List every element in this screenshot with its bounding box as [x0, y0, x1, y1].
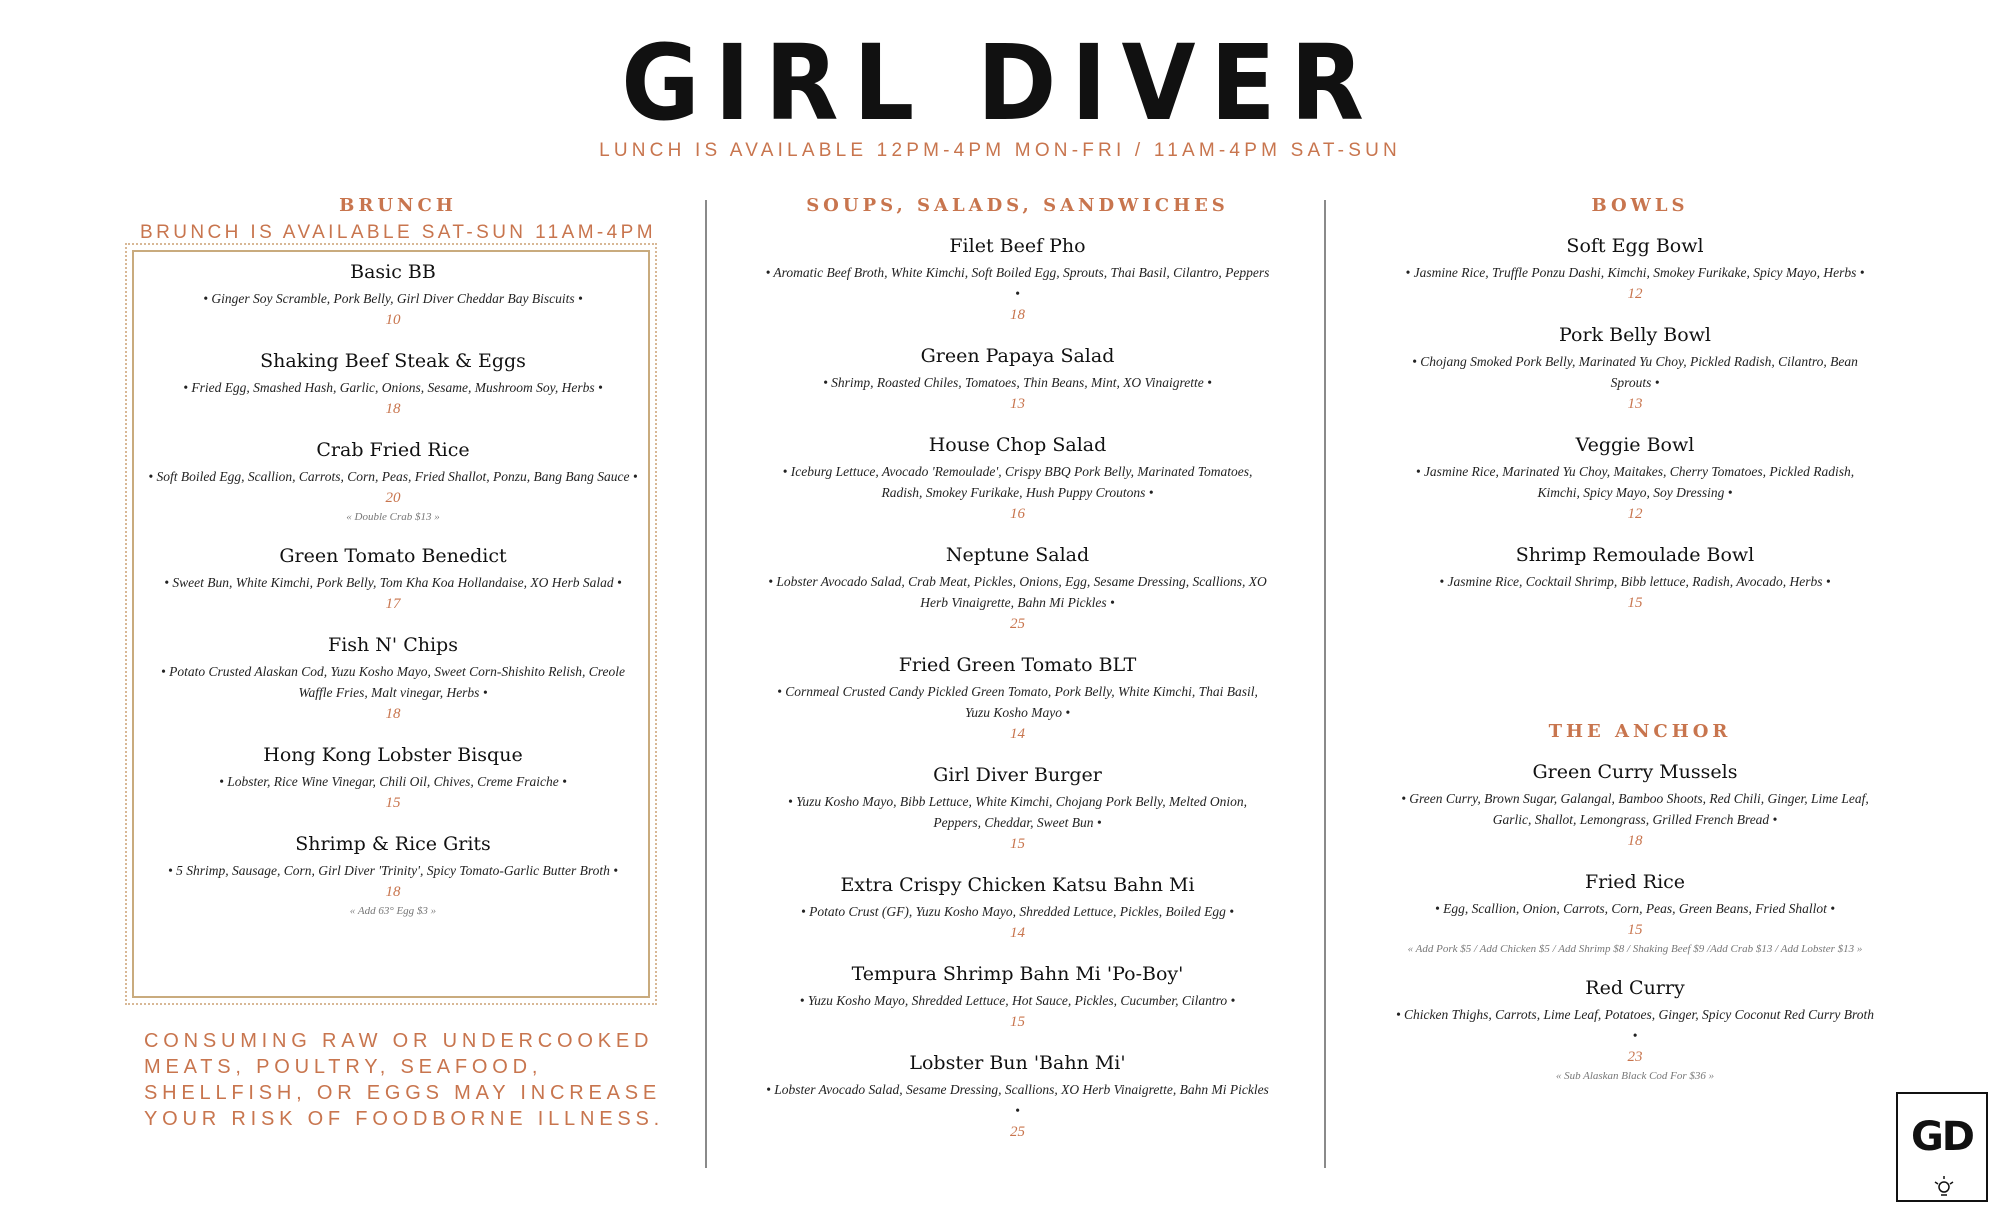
- menu-item-description: • Aromatic Beef Broth, White Kimchi, Soft Boiled Egg, Sprouts, Thai Basil, Cilantro, Peppers •: [765, 265, 1270, 301]
- menu-item-price: 13: [1010, 396, 1025, 412]
- brunch-hours: BRUNCH IS AVAILABLE SAT-SUN 11AM-4PM: [140, 222, 656, 243]
- soups-heading: SOUPS, SALADS, SANDWICHES: [806, 195, 1229, 216]
- menu-item-description: • Ginger Soy Scramble, Pork Belly, Girl Diver Cheddar Bay Biscuits •: [203, 291, 583, 306]
- menu-item-description: • Lobster Avocado Salad, Sesame Dressing, Scallions, XO Herb Vinaigrette, Bahn Mi Pickles •: [766, 1082, 1269, 1118]
- menu-item: [765, 1051, 1270, 1143]
- menu-item: [765, 234, 1270, 326]
- anchor-heading: THE ANCHOR: [1548, 721, 1732, 742]
- menu-item-description: • Soft Boiled Egg, Scallion, Carrots, Corn, Peas, Fried Shallot, Ponzu, Bang Bang Sauce •: [148, 469, 638, 484]
- menu-item-name: Tempura Shrimp Bahn Mi 'Po-Boy': [851, 963, 1184, 985]
- gd-badge: [1896, 1092, 1988, 1202]
- menu-item-name: Green Papaya Salad: [920, 345, 1115, 367]
- menu-item-name: Hong Kong Lobster Bisque: [263, 744, 523, 766]
- gd-monogram: GD: [1910, 1114, 1974, 1160]
- column-divider-right: [1324, 200, 1326, 1168]
- menu-item-price: 18: [385, 401, 401, 417]
- menu-item: [765, 433, 1270, 525]
- menu-item-price: 25: [1010, 1124, 1025, 1140]
- menu-item-price: 25: [1010, 616, 1025, 632]
- menu-item-description: • Lobster, Rice Wine Vinegar, Chili Oil, Chives, Creme Fraiche •: [219, 774, 567, 789]
- brunch-section: [118, 195, 678, 244]
- brunch-heading: BRUNCH: [339, 195, 457, 216]
- menu-item-description: • Green Curry, Brown Sugar, Galangal, Bamboo Shoots, Red Chili, Ginger, Lime Leaf, Garlic, Shallot, Lemongrass, Grilled French Bread •: [1401, 791, 1869, 827]
- menu-item-name: Veggie Bowl: [1575, 434, 1695, 456]
- menu-item-name: Fish N' Chips: [328, 634, 458, 656]
- menu-item-description: • Sweet Bun, White Kimchi, Pork Belly, Tom Kha Koa Hollandaise, XO Herb Salad •: [164, 575, 622, 590]
- menu-item: [765, 653, 1270, 745]
- menu-item-description: • 5 Shrimp, Sausage, Corn, Girl Diver 'Trinity', Spicy Tomato-Garlic Butter Broth •: [168, 863, 618, 878]
- menu-item-price: 18: [385, 884, 401, 900]
- menu-item-price: 12: [1627, 506, 1643, 522]
- menu-item-description: • Cornmeal Crusted Candy Pickled Green Tomato, Pork Belly, White Kimchi, Thai Basil, Yuzu Kosho Mayo •: [777, 684, 1258, 720]
- menu-item-name: Girl Diver Burger: [933, 764, 1102, 786]
- soups-items: [765, 234, 1270, 1161]
- menu-item-name: Shaking Beef Steak & Eggs: [260, 350, 526, 372]
- menu-item-description: • Lobster Avocado Salad, Crab Meat, Pickles, Onions, Egg, Sesame Dressing, Scallions, XO Herb Vinaigrette, Bahn Mi Pickles •: [768, 574, 1267, 610]
- menu-item-name: Pork Belly Bowl: [1559, 324, 1711, 346]
- menu-item-price: 13: [1627, 396, 1643, 412]
- menu-item-price: 20: [385, 490, 401, 506]
- menu-item-note: « Double Crab $13 »: [346, 511, 440, 523]
- menu-item: [148, 349, 638, 420]
- food-safety-warning: CONSUMING RAW OR UNDERCOOKED MEATS, POULTRY, SEAFOOD, SHELLFISH, OR EGGS MAY INCREASE YOUR RISK OF FOODBORNE ILLNESS.: [144, 1030, 664, 1130]
- soups-section: [765, 195, 1270, 216]
- menu-item: [148, 743, 638, 814]
- menu-item-price: 12: [1627, 286, 1643, 302]
- menu-item: [765, 873, 1270, 944]
- menu-item-description: • Chojang Smoked Pork Belly, Marinated Yu Choy, Pickled Radish, Cilantro, Bean Sprouts •: [1412, 354, 1858, 390]
- column-divider-left: [705, 200, 707, 1168]
- menu-item-name: Green Curry Mussels: [1532, 761, 1738, 783]
- menu-item-note: « Add Pork $5 / Add Chicken $5 / Add Shrimp $8 / Shaking Beef $9 /Add Crab $13 / Add Lobster $13 »: [1407, 943, 1863, 955]
- menu-item-description: • Yuzu Kosho Mayo, Shredded Lettuce, Hot Sauce, Pickles, Cucumber, Cilantro •: [799, 993, 1236, 1008]
- menu-item-description: • Potato Crust (GF), Yuzu Kosho Mayo, Shredded Lettuce, Pickles, Boiled Egg •: [801, 904, 1234, 919]
- menu-item-name: Crab Fried Rice: [316, 439, 470, 461]
- menu-item-price: 15: [1627, 922, 1643, 938]
- menu-item: [765, 763, 1270, 855]
- bowls-section: [1395, 195, 1885, 216]
- menu-item: [765, 962, 1270, 1033]
- menu-item: [1395, 234, 1875, 305]
- menu-item-description: • Jasmine Rice, Truffle Ponzu Dashi, Kimchi, Smokey Furikake, Spicy Mayo, Herbs •: [1405, 265, 1865, 280]
- menu-item: [1395, 976, 1875, 1085]
- menu-item-price: 10: [385, 312, 401, 328]
- menu-item-name: Filet Beef Pho: [949, 235, 1086, 257]
- menu-item-description: • Jasmine Rice, Marinated Yu Choy, Maitakes, Cherry Tomatoes, Pickled Radish, Kimchi, Spicy Mayo, Soy Dressing •: [1415, 464, 1855, 500]
- menu-item-name: Red Curry: [1585, 977, 1685, 999]
- anchor-items: [1395, 760, 1875, 1103]
- menu-item-name: Neptune Salad: [945, 544, 1090, 566]
- menu-item-note: « Add 63° Egg $3 »: [349, 905, 437, 917]
- menu-item-price: 18: [1010, 307, 1025, 323]
- menu-item: [765, 543, 1270, 635]
- menu-item-price: 15: [1010, 1014, 1025, 1030]
- anchor-section: [1395, 721, 1885, 742]
- menu-item: [1395, 543, 1875, 614]
- menu-item-description: • Chicken Thighs, Carrots, Lime Leaf, Potatoes, Ginger, Spicy Coconut Red Curry Broth •: [1395, 1007, 1875, 1043]
- lightbulb-icon: [1932, 1174, 1956, 1198]
- menu-item-price: 14: [1010, 925, 1025, 941]
- menu-item-price: 14: [1010, 726, 1025, 742]
- menu-item: [765, 344, 1270, 415]
- menu-item-price: 17: [385, 596, 401, 612]
- menu-item: [148, 832, 638, 920]
- menu-item-price: 23: [1627, 1049, 1643, 1065]
- brunch-items: [148, 260, 638, 938]
- restaurant-logo: GIRL DIVER: [621, 22, 1379, 144]
- menu-item-price: 18: [1627, 833, 1643, 849]
- menu-item-price: 15: [1627, 595, 1643, 611]
- menu-item: [148, 544, 638, 615]
- menu-item-description: • Jasmine Rice, Cocktail Shrimp, Bibb lettuce, Radish, Avocado, Herbs •: [1439, 574, 1831, 589]
- menu-item-description: • Fried Egg, Smashed Hash, Garlic, Onions, Sesame, Mushroom Soy, Herbs •: [183, 380, 603, 395]
- bowls-items: [1395, 234, 1875, 632]
- menu-item-description: • Potato Crusted Alaskan Cod, Yuzu Kosho Mayo, Sweet Corn-Shishito Relish, Creole Waffle Fries, Malt vinegar, Herbs •: [161, 664, 625, 700]
- menu-item-description: • Shrimp, Roasted Chiles, Tomatoes, Thin Beans, Mint, XO Vinaigrette •: [823, 375, 1212, 390]
- menu-item: [1395, 323, 1875, 415]
- menu-item-name: Fried Rice: [1584, 871, 1686, 893]
- menu-item-name: Extra Crispy Chicken Katsu Bahn Mi: [840, 874, 1195, 896]
- menu-item-description: • Iceburg Lettuce, Avocado 'Remoulade', Crispy BBQ Pork Belly, Marinated Tomatoes, Radish, Smokey Furikake, Hush Puppy Croutons •: [782, 464, 1253, 500]
- menu-item: [1395, 433, 1875, 525]
- menu-item-price: 15: [385, 795, 401, 811]
- lunch-hours: LUNCH IS AVAILABLE 12PM-4PM MON-FRI / 11AM-4PM SAT-SUN: [599, 140, 1401, 161]
- bowls-heading: BOWLS: [1591, 195, 1689, 216]
- menu-item-note: « Sub Alaskan Black Cod For $36 »: [1555, 1070, 1715, 1082]
- menu-item-name: House Chop Salad: [928, 434, 1107, 456]
- menu-item-name: Shrimp Remoulade Bowl: [1515, 544, 1755, 566]
- menu-item-description: • Egg, Scallion, Onion, Carrots, Corn, Peas, Green Beans, Fried Shallot •: [1435, 901, 1835, 916]
- menu-item-price: 18: [385, 706, 401, 722]
- menu-item-name: Basic BB: [350, 261, 436, 283]
- menu-item-description: • Yuzu Kosho Mayo, Bibb Lettuce, White Kimchi, Chojang Pork Belly, Melted Onion, Peppers, Cheddar, Sweet Bun •: [787, 794, 1248, 830]
- menu-item: [148, 260, 638, 331]
- menu-item-name: Green Tomato Benedict: [279, 545, 507, 567]
- menu-item: [1395, 870, 1875, 958]
- menu-item: [1395, 760, 1875, 852]
- menu-item-name: Soft Egg Bowl: [1566, 235, 1704, 257]
- menu-item-name: Lobster Bun 'Bahn Mi': [909, 1052, 1126, 1074]
- menu-item-price: 16: [1010, 506, 1025, 522]
- menu-item: [148, 633, 638, 725]
- menu-item-price: 15: [1010, 836, 1025, 852]
- menu-item-name: Shrimp & Rice Grits: [295, 833, 491, 855]
- menu-item: [148, 438, 638, 526]
- menu-item-name: Fried Green Tomato BLT: [898, 654, 1137, 676]
